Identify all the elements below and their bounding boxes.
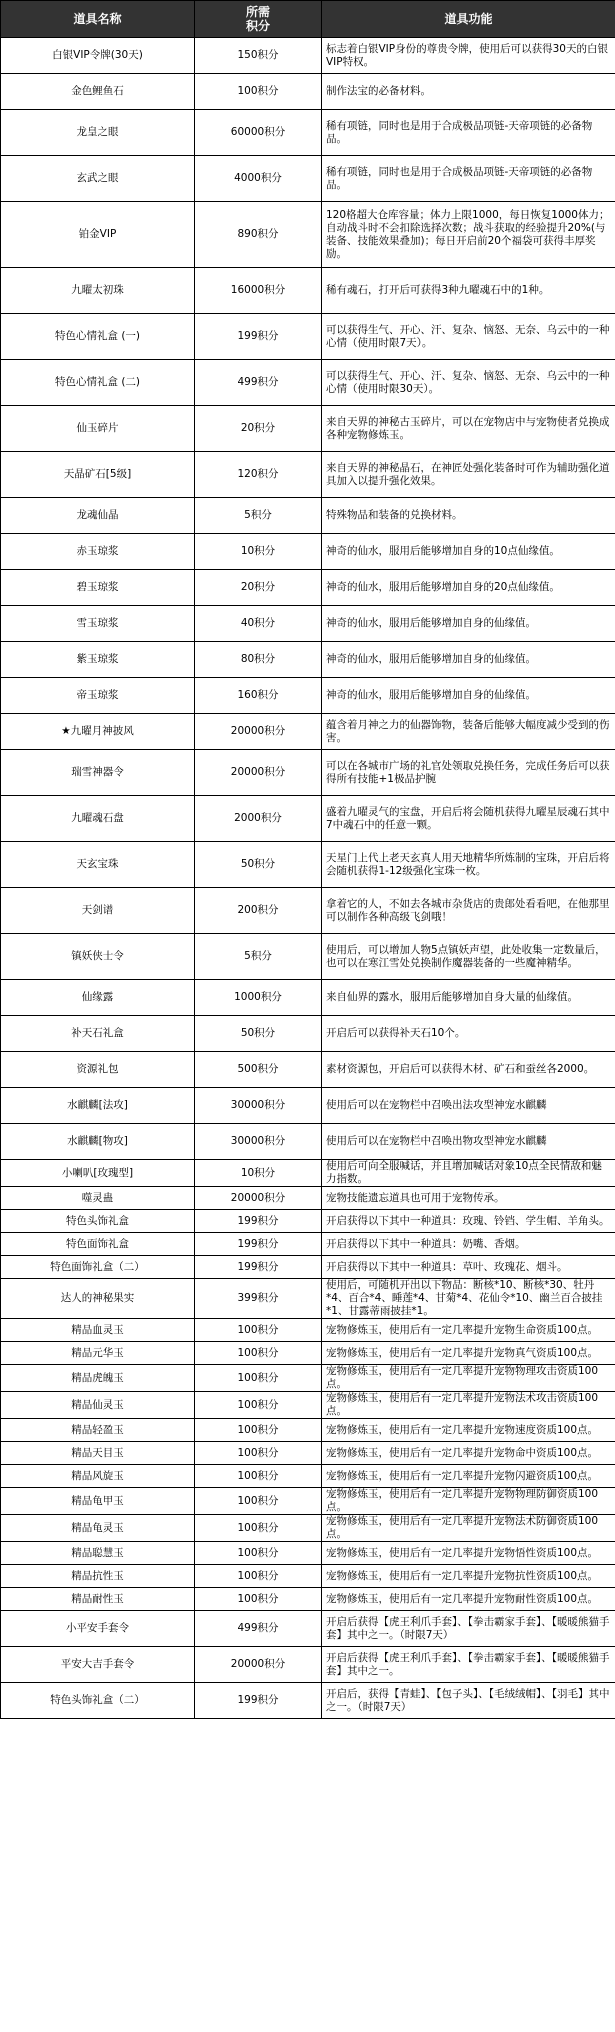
item-function: 可以获得生气、开心、汗、复杂、恼怒、无奈、乌云中的一种心情（使用时限7天）。 (322, 314, 615, 360)
item-name: 达人的神秘果实 (1, 1279, 195, 1319)
item-name: 特色面饰礼盒 (1, 1233, 195, 1256)
item-points: 20000积分 (195, 1647, 322, 1683)
item-name: 精品天目玉 (1, 1442, 195, 1465)
item-function: 宠物修炼玉，使用后有一定几率提升宠物法术防御资质100点。 (322, 1515, 615, 1542)
item-name: 噬灵蛊 (1, 1187, 195, 1210)
item-points: 499积分 (195, 1611, 322, 1647)
item-function: 开启后可以获得补天石10个。 (322, 1016, 615, 1052)
item-name: 精品虎魄玉 (1, 1365, 195, 1392)
header-function: 道具功能 (322, 1, 615, 38)
item-points: 5积分 (195, 498, 322, 534)
item-name: 精品血灵玉 (1, 1319, 195, 1342)
item-points: 199积分 (195, 314, 322, 360)
table-row (1, 314, 615, 360)
item-points: 100积分 (195, 1342, 322, 1365)
table-row (1, 498, 615, 534)
table-row (1, 1342, 615, 1365)
item-name: 铂金VIP (1, 202, 195, 268)
item-name: 天玄宝珠 (1, 842, 195, 888)
item-name: 天剑谱 (1, 888, 195, 934)
item-name: 仙玉碎片 (1, 406, 195, 452)
table-row (1, 1256, 615, 1279)
item-points: 40积分 (195, 606, 322, 642)
item-points: 499积分 (195, 360, 322, 406)
item-points: 10积分 (195, 534, 322, 570)
table-row (1, 1279, 615, 1319)
table-row (1, 606, 615, 642)
item-name: 瑞雪神器令 (1, 750, 195, 796)
table-row (1, 1016, 615, 1052)
item-points: 50积分 (195, 842, 322, 888)
table-row (1, 452, 615, 498)
item-function: 制作法宝的必备材料。 (322, 74, 615, 110)
item-name: 平安大吉手套令 (1, 1647, 195, 1683)
item-points: 100积分 (195, 1392, 322, 1419)
item-function: 使用后，可随机开出以下物品：断核*10、断核*30、牡丹*4、百合*4、睡莲*4、甘菊*4、花仙令*10、幽兰百合披挂*1、甘露蒂雨披挂*1。 (322, 1279, 615, 1319)
item-points: 100积分 (195, 1319, 322, 1342)
item-name: 精品龟甲玉 (1, 1488, 195, 1515)
item-name: 资源礼包 (1, 1052, 195, 1088)
header-name: 道具名称 (1, 1, 195, 38)
table-row (1, 1465, 615, 1488)
item-name: 赤玉琼浆 (1, 534, 195, 570)
item-name: 补天石礼盒 (1, 1016, 195, 1052)
table-row (1, 1088, 615, 1124)
table-row (1, 534, 615, 570)
item-name: 雪玉琼浆 (1, 606, 195, 642)
item-points: 200积分 (195, 888, 322, 934)
item-name: ★九曜月神披风 (1, 714, 195, 750)
item-function: 神奇的仙水，服用后能够增加自身的仙缘值。 (322, 678, 615, 714)
item-function: 使用后可以在宠物栏中召唤出物攻型神宠水麒麟 (322, 1124, 615, 1160)
item-points: 2000积分 (195, 796, 322, 842)
item-points: 100积分 (195, 1365, 322, 1392)
item-name: 白银VIP令牌(30天) (1, 38, 195, 74)
table-row (1, 202, 615, 268)
item-points: 5积分 (195, 934, 322, 980)
item-points: 399积分 (195, 1279, 322, 1319)
item-function: 使用后可向全服喊话，并且增加喊话对象10点全民情敌和魅力指数。 (322, 1160, 615, 1187)
item-points: 4000积分 (195, 156, 322, 202)
table-row (1, 1683, 615, 1719)
table-row (1, 980, 615, 1016)
item-function: 神奇的仙水，服用后能够增加自身的仙缘值。 (322, 642, 615, 678)
table-row (1, 1319, 615, 1342)
table-row (1, 842, 615, 888)
table-row (1, 406, 615, 452)
item-points: 100积分 (195, 1515, 322, 1542)
table-row (1, 1052, 615, 1088)
table-row (1, 110, 615, 156)
item-name: 精品抗性玉 (1, 1565, 195, 1588)
item-function: 神奇的仙水，服用后能够增加自身的20点仙缘值。 (322, 570, 615, 606)
item-function: 使用后可以在宠物栏中召唤出法攻型神宠水麒麟 (322, 1088, 615, 1124)
item-points: 20积分 (195, 570, 322, 606)
item-name: 金色鲤鱼石 (1, 74, 195, 110)
item-points: 160积分 (195, 678, 322, 714)
item-function: 稀有魂石，打开后可获得3种九曜魂石中的1种。 (322, 268, 615, 314)
item-points: 100积分 (195, 1419, 322, 1442)
item-name: 精品龟灵玉 (1, 1515, 195, 1542)
item-points: 1000积分 (195, 980, 322, 1016)
item-function: 120格超大仓库容量；体力上限1000，每日恢复1000体力；自动战斗时不会扣除选择次数；战斗获取的经验提升20%(与装备、技能效果叠加)；每日开启前20个福袋可获得丰厚奖励。 (322, 202, 615, 268)
table-row (1, 360, 615, 406)
item-function: 宠物修炼玉，使用后有一定几率提升宠物物理防御资质100点。 (322, 1488, 615, 1515)
item-name: 特色心情礼盒 (二) (1, 360, 195, 406)
table-row (1, 1542, 615, 1565)
item-name: 龙皇之眼 (1, 110, 195, 156)
item-function: 神奇的仙水，服用后能够增加自身的10点仙缘值。 (322, 534, 615, 570)
item-function: 神奇的仙水，服用后能够增加自身的仙缘值。 (322, 606, 615, 642)
item-function: 宠物修炼玉，使用后有一定几率提升宠物真气资质100点。 (322, 1342, 615, 1365)
table-row (1, 1588, 615, 1611)
item-points: 50积分 (195, 1016, 322, 1052)
item-function: 宠物修炼玉，使用后有一定几率提升宠物法术攻击资质100点。 (322, 1392, 615, 1419)
item-points: 10积分 (195, 1160, 322, 1187)
header-points: 所需 积分 (195, 1, 322, 38)
item-function: 宠物技能遗忘道具也可用于宠物传承。 (322, 1187, 615, 1210)
item-points: 100积分 (195, 1488, 322, 1515)
item-function: 盛着九曜灵气的宝盘，开启后将会随机获得九曜星辰魂石其中7中魂石中的任意一颗。 (322, 796, 615, 842)
item-function: 蕴含着月神之力的仙器饰物，装备后能够大幅度减少受到的伤害。 (322, 714, 615, 750)
table-row (1, 1611, 615, 1647)
item-function: 使用后，可以增加人物5点镇妖声望，此处收集一定数量后，也可以在寒江雪处兑换制作魔器装备的一些魔神精华。 (322, 934, 615, 980)
item-points: 16000积分 (195, 268, 322, 314)
item-points: 20000积分 (195, 714, 322, 750)
table-row (1, 1160, 615, 1187)
table-row (1, 678, 615, 714)
item-points: 20积分 (195, 406, 322, 452)
item-points: 150积分 (195, 38, 322, 74)
item-points: 100积分 (195, 1465, 322, 1488)
item-points: 100积分 (195, 1588, 322, 1611)
item-function: 稀有项链，同时也是用于合成极品项链-天帝项链的必备物品。 (322, 156, 615, 202)
item-function: 可以在各城市广场的礼官处领取兑换任务，完成任务后可以获得所有技能+1极品护腕 (322, 750, 615, 796)
item-function: 稀有项链，同时也是用于合成极品项链-天帝项链的必备物品。 (322, 110, 615, 156)
item-name: 特色头饰礼盒 (1, 1210, 195, 1233)
item-points: 890积分 (195, 202, 322, 268)
table-row (1, 74, 615, 110)
item-name: 玄武之眼 (1, 156, 195, 202)
item-name: 仙缘露 (1, 980, 195, 1016)
item-function: 天星门上代上老天玄真人用天地精华所炼制的宝珠，开启后将会随机获得1-12级强化宝珠一枚。 (322, 842, 615, 888)
item-function: 素材资源包，开启后可以获得木材、矿石和蚕丝各2000。 (322, 1052, 615, 1088)
item-name: 水麒麟[物攻] (1, 1124, 195, 1160)
item-points: 60000积分 (195, 110, 322, 156)
table-row (1, 714, 615, 750)
table-row (1, 1515, 615, 1542)
table-row (1, 1233, 615, 1256)
item-name: 小平安手套令 (1, 1611, 195, 1647)
item-function: 开启获得以下其中一种道具：草叶、玫瑰花、烟斗。 (322, 1256, 615, 1279)
item-points: 20000积分 (195, 750, 322, 796)
item-function: 可以获得生气、开心、汗、复杂、恼怒、无奈、乌云中的一种心情（使用时限30天）。 (322, 360, 615, 406)
item-name: 龙魂仙晶 (1, 498, 195, 534)
table-row (1, 642, 615, 678)
table-row (1, 1488, 615, 1515)
item-function: 宠物修炼玉，使用后有一定几率提升宠物生命资质100点。 (322, 1319, 615, 1342)
item-name: 特色心情礼盒 (一) (1, 314, 195, 360)
item-points: 20000积分 (195, 1187, 322, 1210)
table-row (1, 1647, 615, 1683)
item-name: 天晶矿石[5级] (1, 452, 195, 498)
table-row (1, 1187, 615, 1210)
table-row (1, 1419, 615, 1442)
item-name: 特色头饰礼盒（二） (1, 1683, 195, 1719)
table-row (1, 934, 615, 980)
item-points: 199积分 (195, 1233, 322, 1256)
table-row (1, 1365, 615, 1392)
item-name: 九曜魂石盘 (1, 796, 195, 842)
item-points: 500积分 (195, 1052, 322, 1088)
item-function: 来自天界的神秘晶石，在神匠处强化装备时可作为辅助强化道具加入以提升强化效果。 (322, 452, 615, 498)
item-name: 碧玉琼浆 (1, 570, 195, 606)
item-name: 九曜太初珠 (1, 268, 195, 314)
item-name: 精品风旋玉 (1, 1465, 195, 1488)
item-function: 宠物修炼玉，使用后有一定几率提升宠物耐性资质100点。 (322, 1588, 615, 1611)
table-row (1, 156, 615, 202)
table-row (1, 38, 615, 74)
item-function: 宠物修炼玉，使用后有一定几率提升宠物悟性资质100点。 (322, 1542, 615, 1565)
item-name: 精品轻盈玉 (1, 1419, 195, 1442)
item-points: 30000积分 (195, 1124, 322, 1160)
item-points: 199积分 (195, 1683, 322, 1719)
header-row (1, 1, 615, 38)
item-name: 紫玉琼浆 (1, 642, 195, 678)
item-function: 来自仙界的露水，服用后能够增加自身大量的仙缘值。 (322, 980, 615, 1016)
item-points: 100积分 (195, 1565, 322, 1588)
item-points: 120积分 (195, 452, 322, 498)
item-function: 拿着它的人，不如去各城市杂货店的贵郎处看看吧，在他那里可以制作各种高级飞剑哦！ (322, 888, 615, 934)
table-row (1, 1442, 615, 1465)
table-row (1, 1565, 615, 1588)
table-row (1, 1124, 615, 1160)
item-points: 80积分 (195, 642, 322, 678)
item-name: 精品仙灵玉 (1, 1392, 195, 1419)
table-row (1, 1210, 615, 1233)
item-function: 开启后获得【虎王利爪手套】、【拳击霸家手套】、【暖暖熊猫手套】其中之一。（时限7天） (322, 1611, 615, 1647)
table-row (1, 1392, 615, 1419)
item-function: 开启后获得【虎王利爪手套】、【拳击霸家手套】、【暖暖熊猫手套】其中之一。 (322, 1647, 615, 1683)
item-points: 199积分 (195, 1256, 322, 1279)
item-function: 来自天界的神秘古玉碎片，可以在宠物店中与宠物使者兑换成各种宠物修炼玉。 (322, 406, 615, 452)
table-row (1, 796, 615, 842)
item-name: 小喇叭[玫瑰型] (1, 1160, 195, 1187)
item-name: 水麒麟[法攻] (1, 1088, 195, 1124)
item-function: 宠物修炼玉，使用后有一定几率提升宠物抗性资质100点。 (322, 1565, 615, 1588)
item-points: 100积分 (195, 1542, 322, 1565)
item-function: 特殊物品和装备的兑换材料。 (322, 498, 615, 534)
item-function: 宠物修炼玉，使用后有一定几率提升宠物闪避资质100点。 (322, 1465, 615, 1488)
item-name: 帝玉琼浆 (1, 678, 195, 714)
table-row (1, 268, 615, 314)
item-name: 镇妖侠士令 (1, 934, 195, 980)
item-function: 宠物修炼玉，使用后有一定几率提升宠物速度资质100点。 (322, 1419, 615, 1442)
item-function: 宠物修炼玉，使用后有一定几率提升宠物命中资质100点。 (322, 1442, 615, 1465)
item-points: 100积分 (195, 74, 322, 110)
item-points: 100积分 (195, 1442, 322, 1465)
table-row (1, 570, 615, 606)
item-function: 开启获得以下其中一种道具：玫瑰、铃铛、学生帽、羊角头。 (322, 1210, 615, 1233)
item-function: 宠物修炼玉，使用后有一定几率提升宠物物理攻击资质100点。 (322, 1365, 615, 1392)
item-name: 精品耐性玉 (1, 1588, 195, 1611)
item-name: 精品元华玉 (1, 1342, 195, 1365)
item-name: 精品聪慧玉 (1, 1542, 195, 1565)
item-points: 30000积分 (195, 1088, 322, 1124)
item-points: 199积分 (195, 1210, 322, 1233)
item-function: 开启获得以下其中一种道具：奶嘴、香烟。 (322, 1233, 615, 1256)
item-function: 开启后，获得【青蛙】、【包子头】、【毛绒绒帽】、【羽毛】其中之一。（时限7天） (322, 1683, 615, 1719)
table-row (1, 888, 615, 934)
table-row (1, 750, 615, 796)
item-function: 标志着白银VIP身份的尊贵令牌，使用后可以获得30天的白银VIP特权。 (322, 38, 615, 74)
item-name: 特色面饰礼盒（二） (1, 1256, 195, 1279)
